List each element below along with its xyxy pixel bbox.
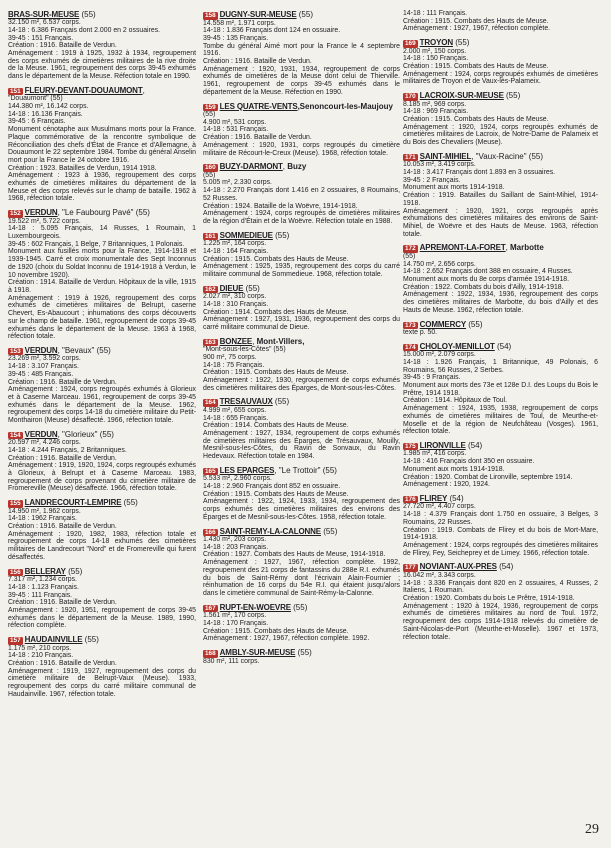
entry-line: 14-18 : 6.386 Français dont 2.000 en 2 ossuaires. bbox=[8, 26, 161, 34]
entry-number-badge: 169 bbox=[405, 40, 416, 48]
entry-line: 14-18 : 150 Français. bbox=[403, 55, 469, 63]
entry-line: Aménagement : 1920 à 1924, 1936, regroupement de corps exhumés de cimetières militaires au nord de Toul. 1972, regroupement des corps 1914-1918 relevés du cimetière de Saint-Nicolas-de-Port (Meurthe-et-Moselle). 1967 et 1973, réfection totale. bbox=[403, 602, 598, 641]
entry-subname: Buzy bbox=[287, 162, 307, 172]
entry-line: 32.150 m², 6.537 corps. bbox=[8, 19, 81, 27]
cemetery-entry bbox=[203, 466, 400, 522]
entry-heading bbox=[203, 603, 400, 613]
entry-line: 19.522 m², 5.722 corps. bbox=[8, 217, 81, 225]
entry-line: 2.027 m², 310 corps. bbox=[203, 293, 267, 301]
entry-number-badge: 177 bbox=[405, 564, 416, 572]
entry-name-suffix: (55) bbox=[272, 230, 290, 240]
entry-name: BUZY-DARMONT bbox=[219, 162, 283, 172]
entry-name: TROYON bbox=[419, 38, 453, 48]
entry-name-suffix: , "Glorieux" (55) bbox=[57, 429, 114, 439]
entry-name-suffix: , bbox=[282, 162, 288, 172]
entry-name-suffix: , "Bevaux" (55) bbox=[57, 345, 111, 355]
entry-heading bbox=[203, 648, 400, 658]
entry-name: VERDUN bbox=[24, 429, 58, 439]
entry-number-badge: 154 bbox=[10, 431, 21, 439]
entry-name: APREMONT-LA-FORET bbox=[419, 243, 506, 253]
entry-line: Aménagement : 1927, 1967, réfection complète. bbox=[403, 25, 551, 33]
entry-heading bbox=[8, 567, 196, 577]
entry-name: COMMERCY bbox=[419, 319, 467, 329]
entry-line: 14-18 : 416 Français dont 350 en ossuaire. bbox=[403, 458, 535, 466]
entry-line: Monument aux morts 1914-1918. bbox=[403, 465, 505, 473]
entry-line: Création : 1916. Bataille de Verdun. bbox=[8, 42, 117, 50]
entry-name-suffix: (55) bbox=[243, 283, 260, 293]
entry-line: 14-18 : 1.836 Français dont 124 en ossuaire. bbox=[203, 27, 341, 35]
entry-name-suffix: (55) bbox=[272, 397, 290, 407]
entry-name-suffix: , bbox=[252, 336, 257, 346]
cemetery-entry bbox=[403, 562, 598, 641]
cemetery-entry bbox=[203, 397, 400, 460]
entry-line: Aménagement : 1924, corps regroupés de cimetières militaires de la région d'Étain et de la Woëvre. Réfection totale en 1988. bbox=[203, 210, 400, 225]
entry-number-badge: 172 bbox=[405, 245, 416, 253]
entry-line: 4.999 m², 655 corps. bbox=[203, 406, 267, 414]
entry-number-badge: 176 bbox=[405, 495, 416, 503]
entry-name: DIEUE bbox=[219, 283, 244, 293]
entry-line: 39-45 : 111 Français. bbox=[8, 591, 73, 599]
cemetery-entry bbox=[8, 10, 196, 81]
entry-name-suffix: (55) bbox=[503, 91, 521, 101]
entry-name: BONZEE bbox=[219, 336, 253, 346]
entry-line: 23.269 m², 3.592 corps. bbox=[8, 355, 81, 363]
entry-number-badge: 164 bbox=[205, 399, 216, 407]
entry-line: (55) bbox=[403, 252, 416, 260]
page-number: 29 bbox=[585, 822, 599, 837]
entry-name: LANDRECOURT-LEMPIRE bbox=[24, 498, 122, 508]
entry-line: 144.380 m², 16.142 corps. bbox=[8, 103, 89, 111]
entry-heading bbox=[8, 208, 196, 218]
entry-name: BELLERAY bbox=[24, 566, 66, 576]
entry-number-badge: 175 bbox=[405, 442, 416, 450]
cemetery-entry bbox=[403, 10, 598, 33]
entry-line: 14.558 m², 1.971 corps. bbox=[203, 19, 276, 27]
cemetery-entry bbox=[403, 243, 598, 314]
entry-name: NOVIANT-AUX-PRES bbox=[419, 562, 497, 572]
entry-line: Tombe du général Aimé mort pour la France le 4 septembre 1916. bbox=[203, 42, 400, 58]
entry-line: Aménagement : 1920, 1951, regroupement de corps 39-45 exhumés dans le département de la Meuse. 1989, 1990, réfection complète. bbox=[8, 606, 196, 630]
entry-line: Création : 1915. Combats des Hauts de Meuse. bbox=[403, 116, 549, 124]
entry-heading bbox=[403, 494, 598, 504]
entry-name: AMBLY-SUR-MEUSE bbox=[219, 648, 296, 657]
column-left bbox=[8, 10, 196, 703]
entry-line: Aménagement : 1922, 1924, 1933, 1934, regroupement des corps exhumés des cimetières militaires des environs des Éparges et de Mesnil-sous-les-Côtes. 1958, réfection totale. bbox=[203, 498, 400, 521]
entry-line: 14-18 : 3.336 Français dont 820 en 2 ossuaires, 4 Russes, 2 Italiens, 1 Roumain. bbox=[403, 579, 598, 595]
entry-name-suffix: (54) bbox=[465, 440, 483, 450]
entry-line: Création : 1916. Bataille de Verdun. bbox=[8, 523, 117, 531]
entry-heading bbox=[403, 342, 598, 352]
entry-line: 39-45 : 9 Français. bbox=[403, 374, 461, 382]
entry-line: "Mont-sous-les-Côtes" (55) bbox=[203, 346, 286, 354]
entry-line: 14-18 : 5.095 Français, 14 Russes, 1 Roumain, 1 Luxembourgeois. bbox=[8, 225, 196, 241]
entry-heading bbox=[403, 320, 598, 330]
entry-line: Aménagement : 1919 à 1925, 1932 à 1934, regroupement des corps exhumés de cimetières militaires de la rive droite de la Meuse. 1961, regroupement des corps 39-45 exhumés dans le département de la Meuse. Réfection totale en 1990. bbox=[8, 50, 196, 81]
entry-name: BRAS-SUR-MEUSE bbox=[8, 10, 80, 19]
entry-line: 27.720 m², 4.407 corps. bbox=[403, 503, 476, 511]
entry-line: 20.597 m², 4.246 corps. bbox=[8, 439, 81, 447]
entry-line: Aménagement : 1927, 1931, 1936, regroupement des corps du carré militaire communal de Dieue. bbox=[203, 316, 400, 331]
entry-heading bbox=[203, 397, 400, 407]
entry-number-badge: 162 bbox=[205, 285, 216, 293]
entry-line: Aménagement : 1920, 1931, 1934, regroupement de corps exhumés de cimetières de la Meuse dont celui de Thierville. 1961, regroupement de corps 39-45 exhumés dans le département de la Meuse. Réfection en 1990. bbox=[203, 65, 400, 96]
entry-number-badge: 158 bbox=[205, 12, 216, 19]
cemetery-entry bbox=[403, 494, 598, 557]
entry-number-badge: 153 bbox=[10, 347, 21, 355]
entry-line: Création : 1916. Bataille de Verdun. bbox=[8, 599, 117, 607]
entry-heading bbox=[8, 86, 196, 96]
entry-name-suffix: , "Le Trottoir" (55) bbox=[274, 465, 337, 475]
entry-line: Création : 1920. Combat de Lironville, septembre 1914. bbox=[403, 473, 573, 481]
entry-number-badge: 167 bbox=[205, 604, 216, 612]
entry-line: 14-18 : 969 Français. bbox=[403, 108, 469, 116]
cemetery-entry bbox=[403, 441, 598, 489]
entry-heading bbox=[203, 10, 400, 20]
entry-line: Création : 1915. Combats des Hauts de Meuse. bbox=[403, 17, 549, 25]
entry-heading bbox=[8, 430, 196, 440]
entry-line: 7.317 m², 1.234 corps. bbox=[8, 576, 77, 584]
entry-line: 14-18 : 2.270 Français dont 1.416 en 2 ossuaires, 8 Roumains, 52 Russes. bbox=[203, 187, 400, 202]
entry-number-badge: 173 bbox=[405, 321, 416, 329]
cemetery-entry bbox=[203, 102, 400, 158]
entry-line: Création : 1914. Hôpitaux de Toul. bbox=[403, 397, 508, 405]
entry-line: 14-18 : 111 Français. bbox=[403, 10, 468, 17]
cemetery-entry bbox=[8, 346, 196, 425]
entry-heading bbox=[203, 162, 400, 172]
entry-line: 10.053 m², 3.419 corps. bbox=[403, 161, 476, 169]
entry-line: Création : 1915. Combats des Hauts de Meuse. bbox=[403, 63, 549, 71]
entry-line: 14-18 : 4.379 Français dont 1.750 en ossuaire, 3 Belges, 3 Roumains, 22 Russes. bbox=[403, 511, 598, 526]
entry-line: Création : 1916. Bataille de Verdun. bbox=[8, 378, 117, 386]
entry-name-suffix: , "Vaux-Racine" (55) bbox=[471, 151, 543, 161]
entry-number-badge: 174 bbox=[405, 343, 416, 351]
cemetery-entry bbox=[8, 86, 196, 203]
entry-line: 14-18 : 210 Français. bbox=[8, 652, 74, 660]
cemetery-entry bbox=[8, 498, 196, 561]
entry-name-suffix: (55) bbox=[466, 319, 483, 329]
entry-line: Aménagement : 1920, 1924, corps regroupés exhumés de cimetières militaires de Lacroix, de Notre-Dame de Palameix et du Bois des Chevaliers (Meuse). bbox=[403, 123, 598, 147]
entry-subname: Senoncourt-les-Maujouy bbox=[299, 101, 393, 111]
cemetery-entry bbox=[403, 320, 598, 337]
entry-heading bbox=[403, 562, 598, 572]
entry-name: LES QUATRE-VENTS, bbox=[219, 101, 300, 111]
entry-name-suffix: (54) bbox=[494, 341, 512, 351]
entry-line: Création : 1914. Combats des Hauts de Meuse. bbox=[203, 308, 349, 316]
entry-heading bbox=[203, 231, 400, 241]
cemetery-entry bbox=[403, 342, 598, 436]
entry-heading bbox=[203, 337, 400, 347]
entry-name: DUGNY-SUR-MEUSE bbox=[219, 10, 297, 19]
cemetery-entry bbox=[8, 208, 196, 341]
entry-name: LIRONVILLE bbox=[419, 440, 466, 450]
entry-name-suffix: , bbox=[142, 85, 145, 95]
entry-number-badge: 160 bbox=[205, 164, 216, 172]
entry-heading bbox=[203, 527, 400, 537]
entry-number-badge: 163 bbox=[205, 338, 216, 346]
entry-heading bbox=[403, 243, 598, 253]
entry-name: SAINT-MIHIEL bbox=[419, 151, 472, 161]
entry-number-badge: 155 bbox=[10, 500, 21, 508]
entry-number-badge: 170 bbox=[405, 93, 416, 101]
entry-line: texte p. 50. bbox=[403, 329, 438, 336]
entry-line: Création : 1914. Bataille de Verdun. Hôpitaux de la ville, 1915 à 1918. bbox=[8, 279, 196, 294]
entry-line: 14-18 : 170 Français. bbox=[203, 619, 269, 627]
entry-line: 14-18 : 203 Français. bbox=[203, 543, 269, 551]
entry-line: Aménagement : 1919 à 1926, regroupement des corps exhumés de cimetières militaires de Belrupt, caserne Chevert, Es-Abaucourt ; inhumations des corps découverts sur le champ de bataille. 1961, regroupement de corps 39-45 exhumés dans le département de la Meuse. 1963 à 1968, réfection totale. bbox=[8, 294, 196, 341]
entry-line: 900 m², 75 corps. bbox=[203, 353, 257, 361]
entry-line: Création : 1916. Bataille de Verdun. bbox=[8, 454, 117, 462]
entry-line: Aménagement : 1925, 1935, regroupement des corps du carré militaire communal de Sommedieue. 1968, réfection totale. bbox=[203, 263, 400, 278]
entry-number-badge: 171 bbox=[405, 153, 416, 161]
entry-name-suffix: (55) bbox=[296, 10, 313, 19]
entry-number-badge: 168 bbox=[205, 650, 216, 657]
entry-name: FLIREY bbox=[419, 493, 448, 503]
entry-heading bbox=[403, 91, 598, 101]
cemetery-entry bbox=[203, 603, 400, 643]
entry-line: Création : 1927. Combats des Hauts de Meuse, 1914-1918. bbox=[203, 551, 386, 559]
entry-heading bbox=[403, 38, 598, 48]
entry-subname: Mont-Villers, bbox=[256, 336, 305, 346]
cemetery-entry bbox=[403, 91, 598, 147]
entry-heading bbox=[203, 466, 400, 476]
entry-heading bbox=[8, 498, 196, 508]
entry-number-badge: 166 bbox=[205, 528, 216, 536]
entry-line: 39-45 : 2 Français. bbox=[403, 176, 461, 184]
entry-line: 14-18 : 531 Français. bbox=[203, 126, 269, 134]
entry-line: 14-18 : 75 Français. bbox=[203, 361, 265, 369]
entry-line: 14-18 : 2.960 Français dont 852 en ossuaire. bbox=[203, 483, 341, 491]
cemetery-entry bbox=[8, 635, 196, 698]
entry-line: (55) bbox=[203, 111, 216, 119]
cemetery-entry bbox=[203, 231, 400, 279]
entry-line: 14-18 : 1.926 Français, 1 Britannique, 49 Polonais, 6 Roumains, 56 Russes, 2 Serbes. bbox=[403, 358, 598, 374]
entry-name-suffix: (54) bbox=[447, 493, 464, 503]
entry-line: Aménagement : 1924, corps regroupés exhumés à Glorieux et à Caserne Marceau. 1961, regroupement de corps 39-45 exhumés dans le département de la Meuse. 1962, regroupement des corps 14-18 du cimetière militaire du Petit-Monthairon (Meuse) désaffecté. 1966, réfection totale. bbox=[8, 386, 196, 425]
entry-line: Création : 1915. Combats des Hauts de Meuse. bbox=[203, 627, 349, 635]
entry-line: 14-18 : 1.123 Français. bbox=[8, 583, 79, 591]
cemetery-entry bbox=[8, 567, 196, 630]
cemetery-entry bbox=[203, 284, 400, 332]
entry-line: Création : 1915. Combats des Hauts de Meuse. bbox=[203, 255, 349, 263]
entry-name: SAINT-REMY-LA-CALONNE bbox=[219, 526, 321, 536]
entry-line: Création : 1916. Bataille de Verdun. bbox=[203, 58, 312, 66]
entry-number-badge: 159 bbox=[205, 103, 216, 111]
entry-line: Aménagement : 1920, 1982, 1983, réfection totale et regroupement de corps 14-18 exhumés des cimetières militaires de Landrecourt "Nord" et de Fromereville qui furent désaffectés. bbox=[8, 530, 196, 561]
entry-line: 2.000 m², 150 corps. bbox=[403, 47, 467, 55]
entry-line: 830 m², 111 corps. bbox=[203, 657, 260, 665]
entry-name-suffix: (55) bbox=[290, 602, 308, 612]
entry-line: 8.185 m², 969 corps. bbox=[403, 100, 467, 108]
entry-line: Création : 1916. Bataille de Verdun. bbox=[203, 134, 312, 142]
entry-line: Aménagement : 1919, 1920, 1924, corps regroupés exhumés à Glorieux, à Belrupt et à Caserne Marceau. 1983, regroupement de corps provenant du cimetière militaire de Fromereville (Meuse) désaffecté. 1966, réfection totale. bbox=[8, 462, 196, 493]
entry-heading bbox=[403, 152, 598, 162]
entry-line: 39-45 : 151 Français. bbox=[8, 34, 74, 42]
entry-name: CHOLOY-MENILLOT bbox=[419, 341, 495, 351]
entry-line: 14-18 : 16.136 Français. bbox=[8, 110, 83, 118]
entry-line: 1.175 m², 210 corps. bbox=[8, 644, 72, 652]
entry-line: Aménagement : 1920, 1921, corps regroupés après exhumations des cimetières militaires des environs de Saint-Mihiel, de Woëvre et des Hauts de Meuse. 1963, réfection totale. bbox=[403, 207, 598, 238]
entry-line: 14-18 : 4.244 Français, 2 Britanniques. bbox=[8, 446, 127, 454]
entry-line: 14-18 : 655 Français. bbox=[203, 414, 269, 422]
entry-line: 39-45 : 602 Français, 1 Belge, 7 Britanniques, 1 Polonais. bbox=[8, 240, 185, 248]
entry-line: 14.750 m², 2.656 corps. bbox=[403, 260, 476, 268]
cemetery-entry bbox=[203, 10, 400, 97]
entry-line: "Douaumont" (55) bbox=[8, 95, 63, 103]
entry-number-badge: 165 bbox=[205, 467, 216, 475]
entry-line: Création : 1914. Combats des Hauts de Meuse. bbox=[203, 422, 349, 430]
entry-line: 1.430 m², 203 corps. bbox=[203, 536, 267, 544]
entry-line: Aménagement : 1924, corps regroupés exhumés de cimetières militaires de Troyon et de Vaux-lès-Palameix. bbox=[403, 70, 598, 86]
entry-line: Monument cénotaphe aux Musulmans morts pour la France. Plaque commémorative de la rencontre symbolique de Réconciliation des chefs d'État de France et d'Allemagne, à Douaumont le 22 septembre 1984. Tombe du général Anselin mort pour la France le 24 octobre 1916. bbox=[8, 126, 196, 164]
entry-line: Aménagement : 1920, 1924. bbox=[403, 481, 490, 489]
entry-line: Création : 1922. Combats du bois d'Ailly, 1914-1918. bbox=[403, 283, 564, 291]
entry-line: Monument aux morts 1914-1918. bbox=[403, 184, 505, 192]
entry-heading bbox=[8, 346, 196, 356]
entry-heading bbox=[203, 102, 400, 112]
entry-line: 39-45 : 6 Français. bbox=[8, 118, 66, 126]
cemetery-entry bbox=[203, 527, 400, 598]
entry-line: Aménagement : 1919, 1927, regroupement des corps du cimetière militaire de Belrupt-Vaux (Meuse). 1933, regroupement des corps du carré militaire communal de Haudainville. 1967, réfection totale. bbox=[8, 667, 196, 698]
entry-line: 5.533 m², 2.960 corps. bbox=[203, 475, 272, 483]
entry-line: 1.985 m², 416 corps. bbox=[403, 450, 467, 458]
entry-line: 5.005 m², 2.330 corps. bbox=[203, 179, 272, 187]
entry-line: 4.900 m², 531 corps. bbox=[203, 118, 267, 126]
entry-name-suffix: (55) bbox=[121, 498, 138, 508]
entry-line: Aménagement : 1924, corps regroupés des cimetières militaires de Flirey, Fey, Seicheprey et de Limey. 1966, réfection totale. bbox=[403, 541, 598, 557]
entry-line: Aménagement : 1922, 1930, regroupement de corps exhumés des cimetières militaires des Éparges, de Mont-sous-les-Côtes. bbox=[203, 377, 400, 392]
entry-line: 14-18 : 310 Français. bbox=[203, 300, 269, 308]
entry-line: 39-45 : 485 Français. bbox=[8, 370, 74, 378]
entry-subname: Marbotte bbox=[510, 243, 544, 253]
entry-number-badge: 157 bbox=[10, 637, 21, 645]
entry-line: Aménagement : 1923 à 1936, regroupement des corps exhumés de cimetières militaires du département de la Meuse et des corps relevés sur le champ de bataille. 1962 à 1968, réfection totale. bbox=[8, 172, 196, 203]
entry-heading bbox=[8, 635, 196, 645]
entry-line: Création : 1915. Combats des Hauts de Meuse. bbox=[203, 369, 349, 377]
entry-heading bbox=[403, 441, 598, 451]
entry-line: Monument aux fusillés morts pour la France, 1914-1918 et 1939-1945. Carré et croix monumentale des Sept Inconnus de 1920 (choix du Soldat Inconnu de 1914-1918 à Verdun, le 10 novembre 1920). bbox=[8, 248, 196, 279]
entry-name: FLEURY-DEVANT-DOUAUMONT bbox=[24, 85, 143, 95]
entry-name-suffix: (55) bbox=[295, 648, 312, 657]
entry-line: 14-18 : 1962 Français. bbox=[8, 515, 77, 523]
entry-name: VERDUN bbox=[24, 345, 58, 355]
entry-line: 14-18 : 2.652 Français dont 388 en ossuaire, 4 Russes. bbox=[403, 268, 573, 276]
entry-line: Aménagement : 1927, 1934, regroupement de corps exhumés de cimetières militaires des Éparges, de Trésauvaux, Mouilly, Mesnil-sous-les-Côtes, du Ravin de Sonvaux, du Ravin Hedevaux. Réfection totale en 1984. bbox=[203, 430, 400, 461]
cemetery-entry bbox=[403, 152, 598, 239]
entry-line: Monument aux morts du 8e corps d'armée 1914-1918. bbox=[403, 275, 570, 283]
entry-line: Monument aux morts des 73e et 128e D.I. des Loups du Bois le Prêtre, 1914 1918. bbox=[403, 382, 598, 397]
entry-name-suffix: , "Le Faubourg Pavé" (55) bbox=[57, 208, 150, 218]
entry-line: Création : 1915. Combats des Hauts de Meuse. bbox=[203, 490, 349, 498]
entry-name: LACROIX-SUR-MEUSE bbox=[419, 91, 504, 101]
entry-name-suffix: (55) bbox=[82, 635, 99, 645]
entry-heading bbox=[8, 10, 196, 19]
entry-line: 14-18 : 164 Français. bbox=[203, 247, 269, 255]
entry-name-suffix: , bbox=[505, 243, 511, 253]
entry-name-suffix: (55) bbox=[453, 38, 470, 48]
entry-line: Aménagement : 1920, 1931, corps regroupés du cimetière militaire de Récourt-le-Creux (Meuse). 1968, réfection totale. bbox=[203, 141, 400, 157]
entry-number-badge: 151 bbox=[10, 87, 21, 95]
entry-name: VERDUN bbox=[24, 208, 58, 218]
entry-line: Aménagement : 1924, 1935, 1938, regroupement de corps exhumés de cimetières militaires de Toul, de Meurthe-et-Moselle et de la région de Neufchâteau (Vosges). 1961, réfection totale. bbox=[403, 405, 598, 436]
entry-line: 16.042 m², 3.343 corps. bbox=[403, 571, 476, 579]
entry-line: Création : 1924. Bataille de la Woëvre, 1914-1918. bbox=[203, 202, 358, 210]
cemetery-entry bbox=[403, 38, 598, 86]
cemetery-entry bbox=[203, 337, 400, 393]
entry-name: LES EPARGES bbox=[219, 465, 275, 475]
entry-line: 14-18 : 3.107 Français. bbox=[8, 363, 79, 371]
entry-name: SOMMEDIEUE bbox=[219, 230, 273, 240]
entry-line: 1.225 m², 164 corps. bbox=[203, 240, 267, 248]
entry-line: Création : 1919. Batailles du Saillant de Saint-Mihiel, 1914-1918. bbox=[403, 192, 598, 207]
entry-line: 39-45 : 135 Français. bbox=[203, 34, 269, 42]
entry-line: Aménagement : 1922, 1934, 1936, regroupement des corps des cimetières militaires de Marbotte, du bois d'Ailly et des Hauts de Meuse. 1962, réfection totale. bbox=[403, 291, 598, 314]
entry-line: Création : 1916. Bataille de Verdun. bbox=[8, 659, 117, 667]
column-right bbox=[403, 10, 598, 646]
entry-line: Aménagement : 1927, 1967, réfection complète. 1992. bbox=[203, 635, 370, 643]
entry-heading bbox=[203, 284, 400, 294]
entry-line: (55) bbox=[203, 171, 216, 179]
column-middle bbox=[203, 10, 400, 670]
entry-name-suffix: (55) bbox=[79, 10, 96, 19]
entry-line: 15.000 m², 2.079 corps. bbox=[403, 351, 476, 359]
entry-number-badge: 156 bbox=[10, 568, 21, 576]
entry-line: Création : 1919. Combats de Flirey et du bois de Mort-Mare, 1914-1918. bbox=[403, 526, 598, 542]
entry-line: Création : 1920. Combats du bois Le Prêtre, 1914-1918. bbox=[403, 594, 575, 602]
entry-line: 1.561 m², 170 corps. bbox=[203, 612, 267, 620]
entry-number-badge: 152 bbox=[10, 210, 21, 218]
entry-name-suffix: (55) bbox=[320, 526, 338, 536]
cemetery-entry bbox=[8, 430, 196, 493]
cemetery-entry bbox=[203, 162, 400, 225]
entry-line: 14.950 m², 1.962 corps. bbox=[8, 507, 81, 515]
entry-name-suffix: (54) bbox=[496, 562, 514, 572]
entry-number-badge: 161 bbox=[205, 232, 216, 240]
cemetery-entry bbox=[203, 648, 400, 665]
entry-line: 14-18 : 3.417 Français dont 1.893 en 3 ossuaires. bbox=[403, 169, 556, 177]
entry-name: RUPT-EN-WOEVRE bbox=[219, 602, 291, 612]
entry-name: HAUDAINVILLE bbox=[24, 635, 83, 645]
entry-line: Création : 1923. Batailles de Verdun, 1914 1918. bbox=[8, 164, 157, 172]
entry-line: Aménagement : 1927, 1967, réfection complète. 1992, regroupement des 21 corps de fantassins du 288e R.I. exhumés du bois de Saint-Rémy dont l'écrivain Alain-Fournier ; réinhumation de 16 corps du 54e R.I. qui étaient jusqu'alors dans le cimetière communal de Saint-Rémy-la-Calonne. bbox=[203, 559, 400, 597]
entry-name: TRESAUVAUX bbox=[219, 397, 273, 407]
entry-name-suffix: (55) bbox=[65, 566, 83, 576]
